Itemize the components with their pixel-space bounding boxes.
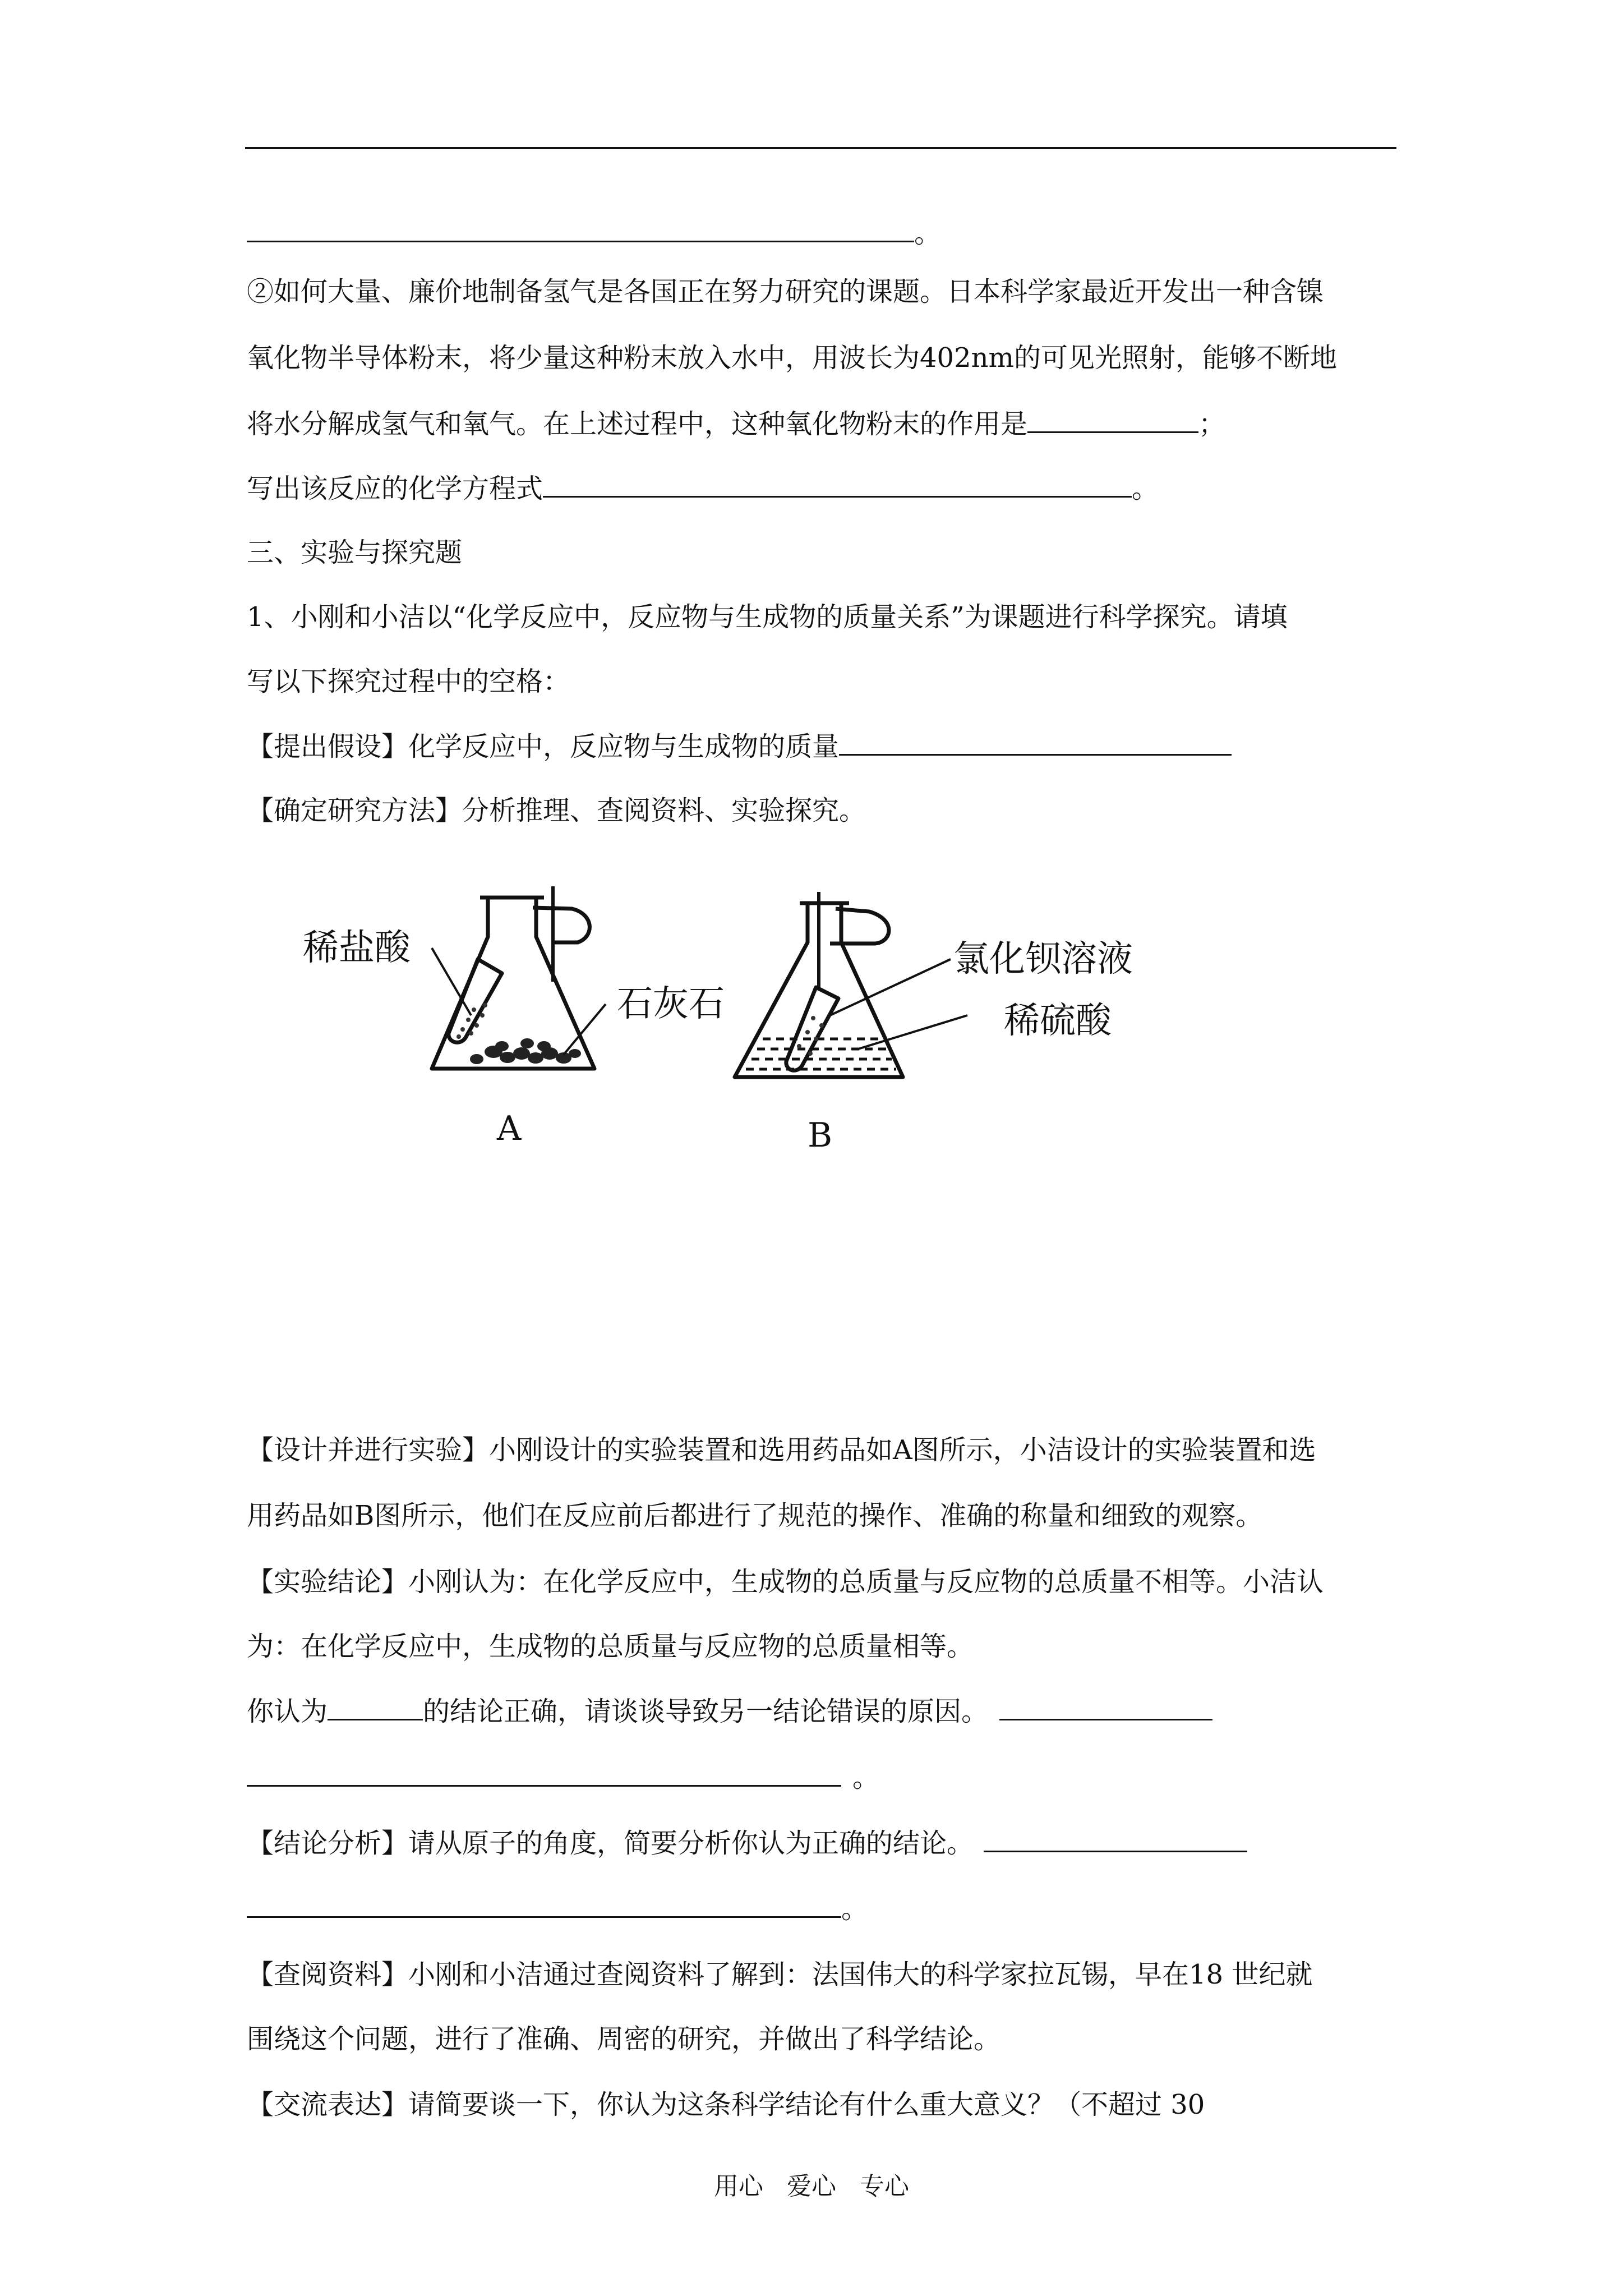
analysis-line (247, 1826, 1247, 1860)
punctuation: ； (1198, 408, 1226, 440)
punctuation: 。 (841, 1893, 869, 1925)
text-span: 的结论正确，请谈谈导致另一结论错误的原因。 (423, 1696, 989, 1727)
caption-a: A (497, 1109, 522, 1148)
header-rule (245, 147, 1396, 149)
reference-text: 围绕这个问题，进行了准确、周密的研究，并做出了科学结论。 (247, 2023, 1001, 2055)
answer-blank (984, 1826, 1247, 1852)
text-span: 【结论分析】请从原子的角度，简要分析你认为正确的结论。 (247, 1828, 974, 1859)
text-span: 将水分解成氢气和氧气。在上述过程中，这种氧化物粉末的作用是 (247, 408, 1028, 440)
experiment-figure (280, 875, 1206, 1167)
opinion-line (247, 1694, 1212, 1728)
answer-line-1 (247, 216, 941, 250)
answer-blank (999, 1694, 1212, 1720)
method-line: 【确定研究方法】分析推理、查阅资料、实验探究。 (247, 795, 866, 826)
design-text: 【设计并进行实验】小刚设计的实验装置和选用药品如A图所示，小洁设计的实验装置和选 (247, 1434, 1316, 1466)
design-text: 用药品如B图所示，他们在反应前后都进行了规范的操作、准确的称量和细致的观察。 (247, 1500, 1263, 1531)
punctuation: 。 (914, 218, 942, 249)
answer-blank (328, 1694, 423, 1720)
answer-blank (839, 729, 1232, 756)
text-span: 你认为 (247, 1696, 328, 1727)
label-bacl2-solution: 氯化钡溶液 (953, 938, 1133, 980)
answer-blank (247, 216, 914, 242)
question-text: 写以下探究过程中的空格： (247, 666, 570, 697)
conclusion-text: 【实验结论】小刚认为：在化学反应中，生成物的总质量与反应物的总质量不相等。小洁认 (247, 1566, 1324, 1598)
label-limestone: 石灰石 (617, 983, 725, 1025)
caption-b: B (808, 1116, 833, 1155)
text-span: 【提出假设】化学反应中，反应物与生成物的质量 (247, 731, 840, 762)
page-footer: 用心 爱心 专心 (714, 2172, 909, 2201)
opinion-continuation (247, 1760, 879, 1795)
label-dilute-hcl: 稀盐酸 (303, 927, 411, 969)
text-line: ②如何大量、廉价地制备氢气是各国正在努力研究的课题。日本科学家最近开发出一种含镍 (247, 276, 1324, 307)
text-span: 写出该反应的化学方程式 (247, 473, 543, 504)
answer-blank (1027, 407, 1198, 433)
text-line (247, 471, 1159, 505)
punctuation: 。 (1132, 473, 1159, 504)
hypothesis-line (247, 729, 1232, 763)
exchange-text: 【交流表达】请简要谈一下，你认为这条科学结论有什么重大意义？（不超过 30 (247, 2089, 1205, 2120)
analysis-continuation (247, 1892, 868, 1926)
conclusion-text: 为：在化学反应中，生成物的总质量与反应物的总质量相等。 (247, 1631, 974, 1662)
punctuation: 。 (852, 1762, 880, 1793)
answer-blank (247, 1760, 841, 1787)
text-line (247, 407, 1225, 441)
answer-blank (247, 1892, 841, 1918)
section-title: 三、实验与探究题 (247, 537, 463, 568)
answer-blank (543, 471, 1132, 498)
text-line: 氧化物半导体粉末，将少量这种粉末放入水中，用波长为402nm的可见光照射，能够不断地 (247, 342, 1338, 374)
reference-text: 【查阅资料】小刚和小洁通过查阅资料了解到：法国伟大的科学家拉瓦锡，早在18 世纪就 (247, 1959, 1313, 1990)
label-dilute-h2so4: 稀硫酸 (1004, 1000, 1112, 1042)
question-text: 1、小刚和小洁以“化学反应中，反应物与生成物的质量关系”为课题进行科学探究。请填 (247, 601, 1288, 633)
